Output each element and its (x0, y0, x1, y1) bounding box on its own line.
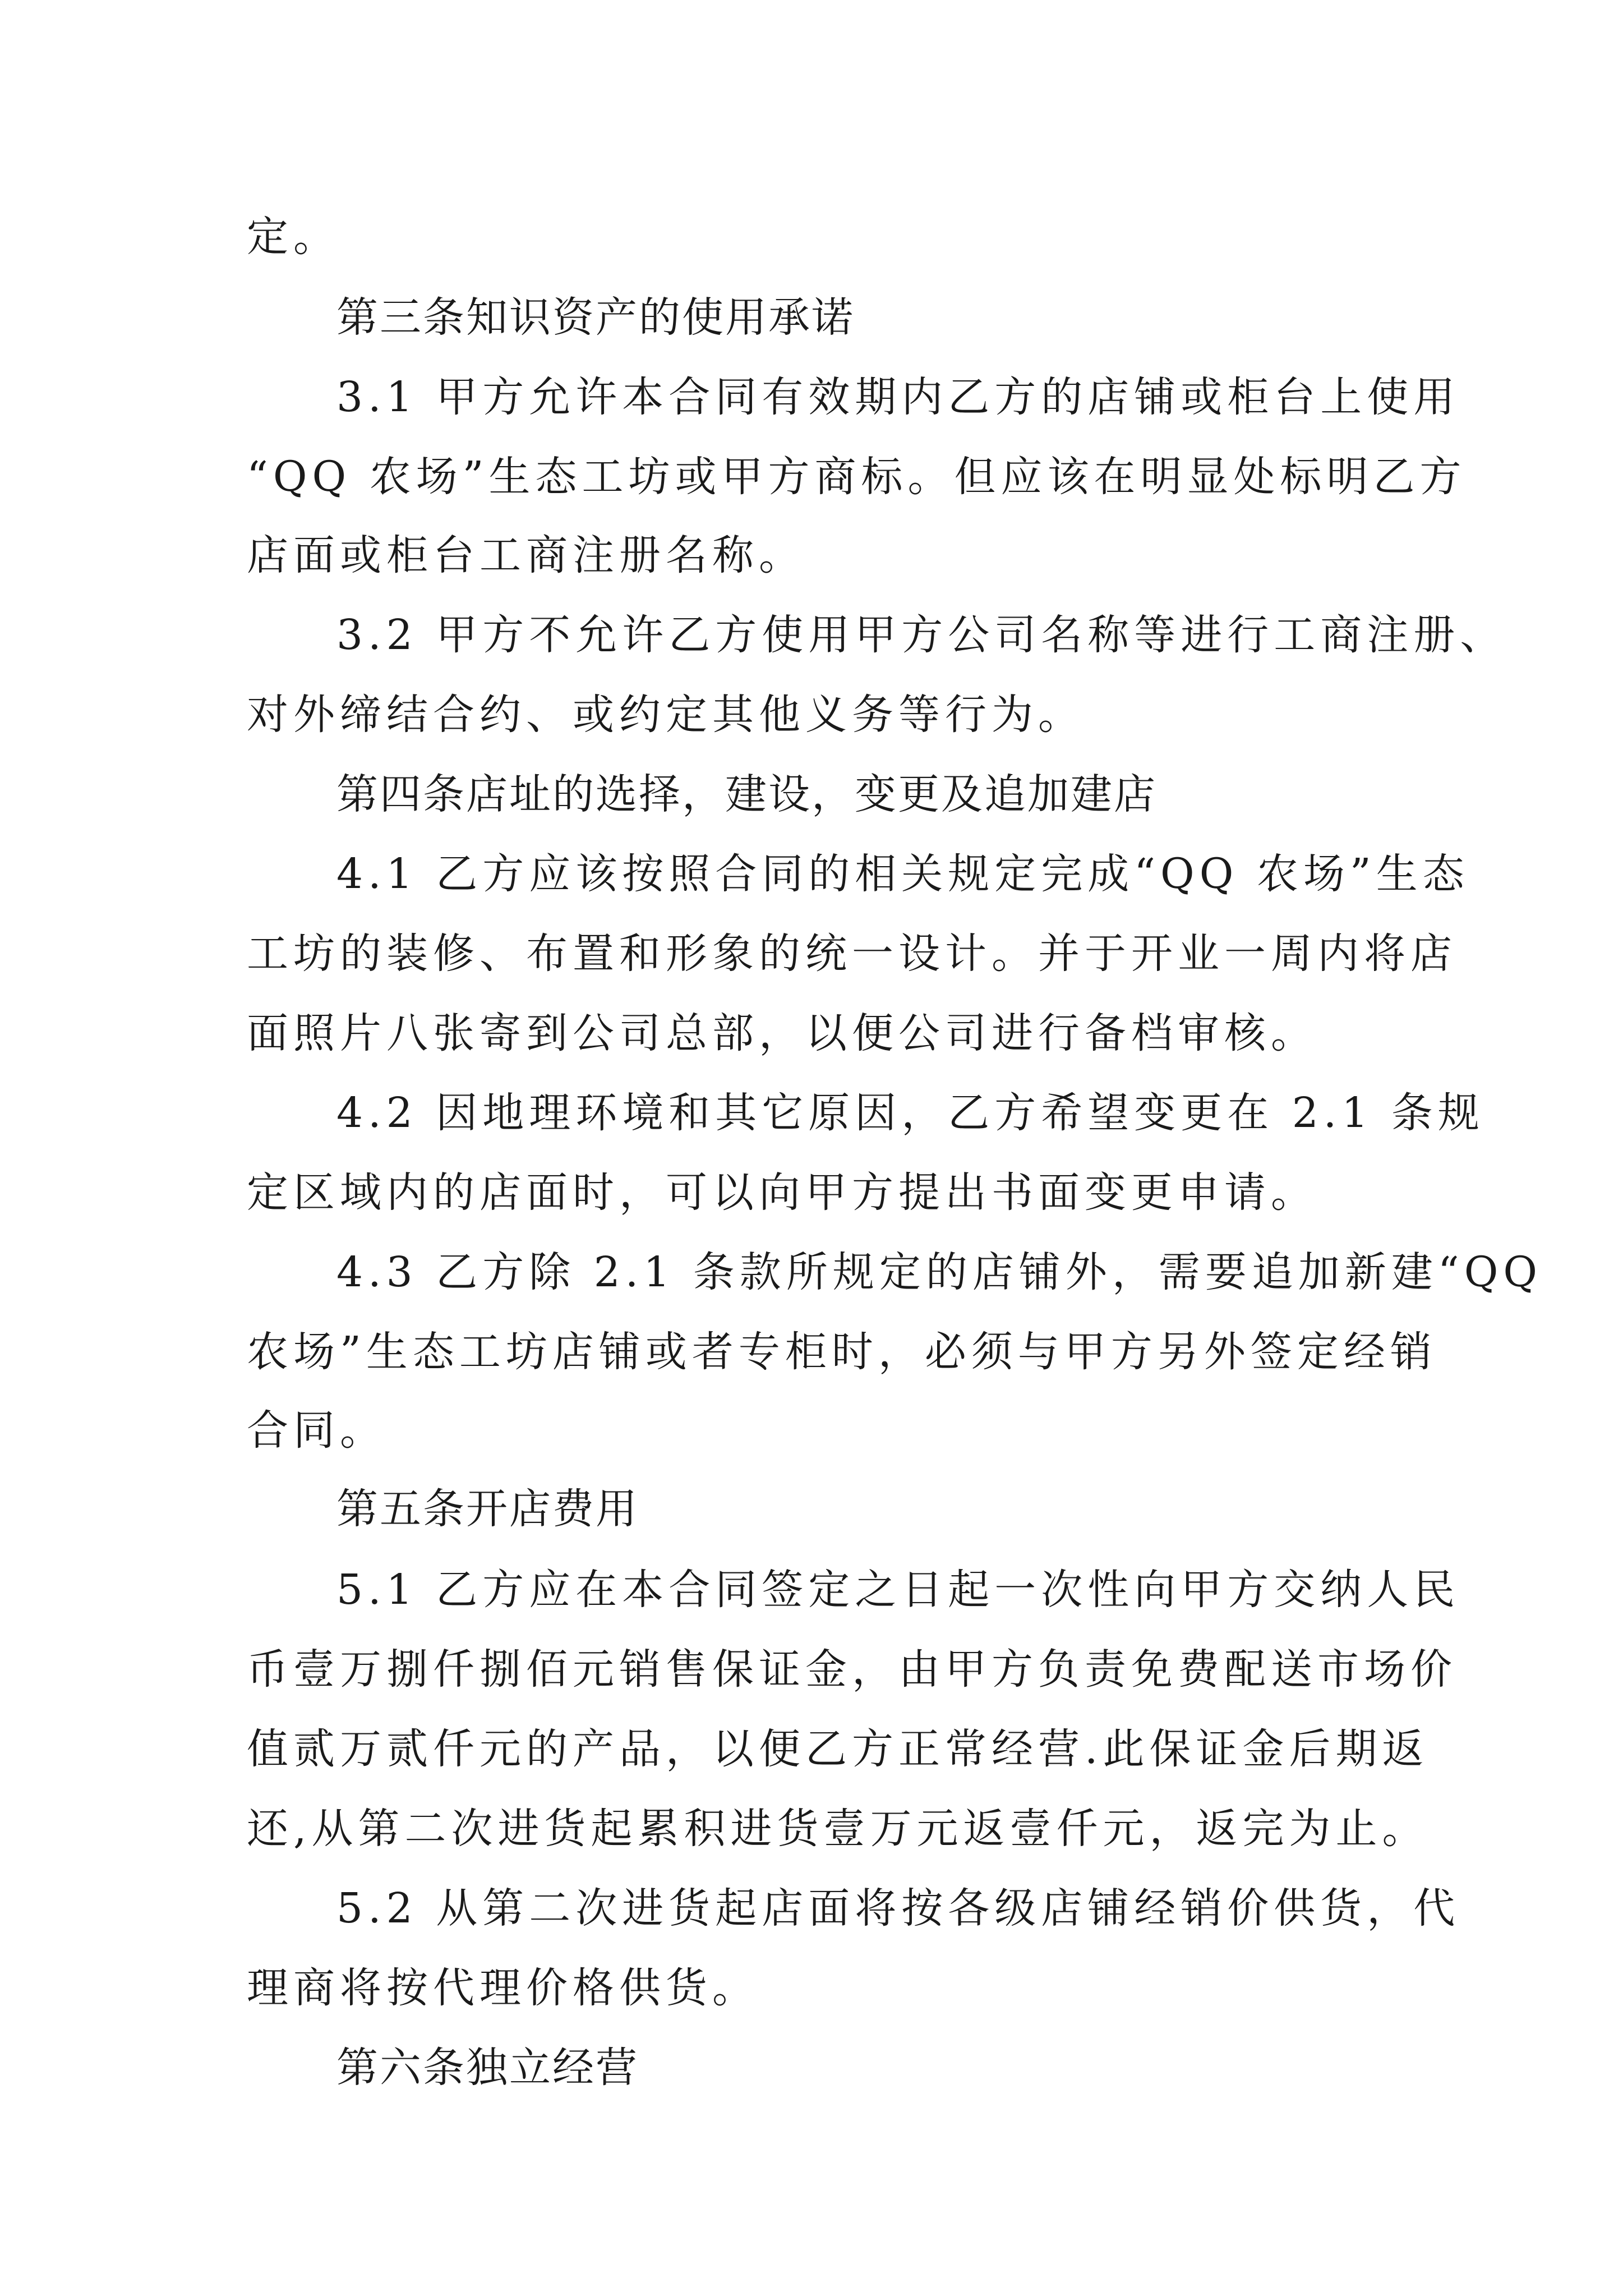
section-heading: 第五条开店费用 (336, 1485, 639, 1533)
text-line: 对外缔结合约、或约定其他义务等行为。 (247, 691, 1085, 739)
text-line: 店面或柜台工商注册名称。 (247, 531, 805, 579)
text-line: “QQ 农场”生态工坊或甲方商标。但应该在明显处标明乙方 (247, 453, 1467, 501)
text-line: 还,从第二次进货起累积进货壹万元返壹仟元，返完为止。 (247, 1805, 1429, 1853)
text-line: 3.2 甲方不允许乙方使用甲方公司名称等进行工商注册、 (336, 611, 1507, 659)
text-line: 4.3 乙方除 2.1 条款所规定的店铺外，需要追加新建“QQ (336, 1248, 1543, 1296)
text-line: 5.2 从第二次进货起店面将按各级店铺经销价供货，代 (336, 1884, 1460, 1932)
text-line: 4.1 乙方应该按照合同的相关规定完成“QQ 农场”生态 (336, 850, 1469, 898)
text-line: 农场”生态工坊店铺或者专柜时，必须与甲方另外签定经销 (247, 1328, 1437, 1376)
text-line: 5.1 乙方应在本合同签定之日起一次性向甲方交纳人民 (336, 1566, 1460, 1614)
text-line: 4.2 因地理环境和其它原因，乙方希望变更在 2.1 条规 (336, 1089, 1484, 1137)
text-line: 币壹万捌仟捌佰元销售保证金，由甲方负责免费配送市场价 (247, 1645, 1457, 1694)
text-line: 理商将按代理价格供货。 (247, 1964, 759, 2012)
text-line: 工坊的装修、布置和形象的统一设计。并于开业一周内将店 (247, 930, 1457, 978)
section-heading: 第六条独立经营 (336, 2044, 639, 2092)
text-line: 面照片八张寄到公司总部，以便公司进行备档审核。 (247, 1009, 1317, 1057)
text-line: 合同。 (247, 1406, 386, 1455)
section-heading: 第三条知识资产的使用承诺 (336, 293, 855, 342)
text-line: 定区域内的店面时，可以向甲方提出书面变更申请。 (247, 1168, 1317, 1217)
text-line: 定。 (247, 213, 340, 261)
text-line: 值贰万贰仟元的产品，以便乙方正常经营.此保证金后期返 (247, 1725, 1429, 1773)
section-heading: 第四条店址的选择，建设，变更及追加建店 (336, 770, 1157, 818)
text-line: 3.1 甲方允许本合同有效期内乙方的店铺或柜台上使用 (336, 373, 1460, 421)
